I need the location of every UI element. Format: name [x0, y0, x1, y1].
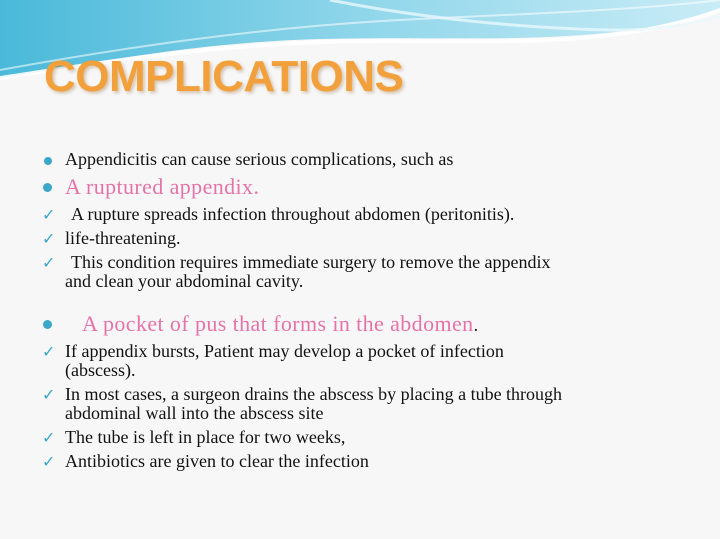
list-item [42, 150, 682, 169]
list-item-text: If appendix bursts, Patient may develop a pocket of infection [65, 341, 504, 361]
list-item [42, 452, 682, 471]
list-item [42, 342, 682, 380]
list-item-text-continuation: (abscess). [65, 360, 136, 380]
list-item [42, 229, 682, 248]
list-item-text: In most cases, a surgeon drains the abscess by placing a tube through [65, 384, 563, 404]
checkmark-icon: ✓ [42, 253, 56, 272]
list-item-text: A rupture spreads infection throughout abdomen (peritonitis). [71, 204, 515, 224]
list-item [42, 253, 682, 291]
list-item-text: A ruptured appendix. [65, 174, 260, 199]
list-item-text-continuation: and clean your abdominal cavity. [65, 271, 304, 291]
list-item-text-continuation: abdominal wall into the abscess site [65, 403, 324, 423]
list-item-text: This condition requires immediate surgery to remove the appendix [71, 252, 551, 272]
list-item-heading [42, 174, 682, 200]
checkmark-icon: ✓ [42, 452, 56, 471]
list-item-text: life-threatening. [65, 228, 181, 248]
checkmark-icon: ✓ [42, 428, 56, 447]
list-item-text: Antibiotics are given to clear the infection [65, 451, 369, 471]
checkmark-icon: ✓ [42, 385, 56, 404]
checkmark-icon: ✓ [42, 229, 56, 248]
list-item-text: The tube is left in place for two weeks, [65, 427, 346, 447]
list-item-heading [42, 311, 682, 337]
checkmark-icon: ✓ [42, 205, 56, 224]
list-item-text: A pocket of pus that forms in the abdomen [82, 311, 474, 336]
list-item-suffix: . [473, 315, 479, 335]
bullet-list [42, 150, 682, 471]
list-item [42, 428, 682, 447]
list-item [42, 385, 682, 423]
slide-title: COMPLICATIONS [44, 52, 404, 101]
list-item-text: Appendicitis can cause serious complications, such as [65, 149, 454, 169]
list-item [42, 205, 682, 224]
checkmark-icon: ✓ [42, 342, 56, 361]
